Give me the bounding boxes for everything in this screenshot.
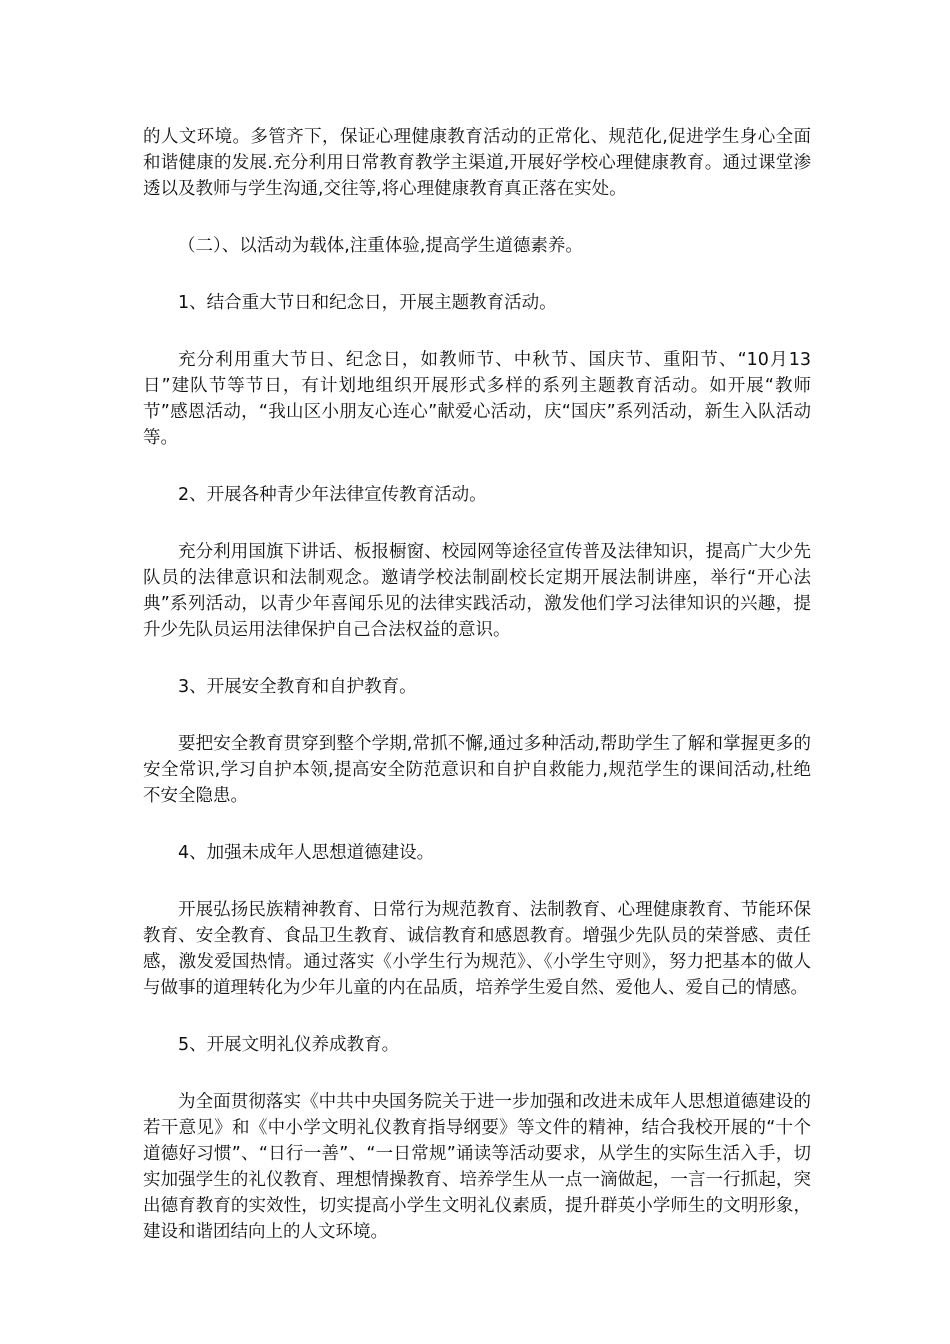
- item-heading-2: 2、开展各种青少年法律宣传教育活动。: [178, 485, 487, 505]
- item-body-4: 开展弘扬民族精神教育、日常行为规范教育、法制教育、心理健康教育、节能环保教育、安全教育、食品卫生教育、诚信教育和感恩教育。增强少先队员的荣誉感、责任感，激发爱国热情。通过落实《小学生行为规范》、《小学生守则》，努力把基本的做人与做事的道理转化为少年儿童的内在品质，培养学生爱自然、爱他人、爱自己的情感。: [143, 900, 811, 998]
- item-heading-5: 5、开展文明礼仪养成教育。: [178, 1035, 400, 1055]
- paragraph-continuation: 的人文环境。多管齐下，保证心理健康教育活动的正常化、规范化,促进学生身心全面和谐健康的发展.充分利用日常教育教学主渠道,开展好学校心理健康教育。通过课堂渗透以及教师与学生沟通,交往等,将心理健康教育真正落在实处。: [143, 127, 811, 199]
- document-page: [143, 124, 811, 1245]
- section-heading-activities: （二）、以活动为载体,注重体验,提高学生道德素养。: [178, 236, 583, 256]
- item-body-2: 充分利用国旗下讲话、板报橱窗、校园网等途径宣传普及法律知识，提高广大少先队员的法律意识和法制观念。邀请学校法制副校长定期开展法制讲座，举行“开心法典”系列活动，以青少年喜闻乐见的法律实践活动，激发他们学习法律知识的兴趣，提升少先队员运用法律保护自己合法权益的意识。: [143, 542, 811, 640]
- item-body-3: 要把安全教育贯穿到整个学期,常抓不懈,通过多种活动,帮助学生了解和掌握更多的安全常识,学习自护本领,提高安全防范意识和自护自救能力,规范学生的课间活动,杜绝不安全隐患。: [143, 734, 811, 806]
- item-heading-4: 4、加强未成年人思想道德建设。: [178, 843, 435, 863]
- item-heading-1: 1、结合重大节日和纪念日，开展主题教育活动。: [178, 293, 557, 313]
- item-heading-3: 3、开展安全教育和自护教育。: [178, 677, 417, 697]
- item-body-5: 为全面贯彻落实《中共中央国务院关于进一步加强和改进未成年人思想道德建设的若干意见》和《中小学文明礼仪教育指导纲要》等文件的精神，结合我校开展的“十个道德好习惯”、“日行一善”、“一日常规”诵读等活动要求，从学生的实际生活入手，切实加强学生的礼仪教育、理想情操教育、培养学生从一点一滴做起，一言一行抓起，突出德育教育的实效性，切实提高小学生文明礼仪素质，提升群英小学师生的文明形象，建设和谐团结向上的人文环境。: [143, 1092, 811, 1242]
- item-body-1: 充分利用重大节日、纪念日，如教师节、中秋节、国庆节、重阳节、“10月13日”建队节等节日，有计划地组织开展形式多样的系列主题教育活动。如开展“教师节”感恩活动，“我山区小朋友心连心”献爱心活动，庆“国庆”系列活动，新生入队活动等。: [143, 350, 811, 448]
